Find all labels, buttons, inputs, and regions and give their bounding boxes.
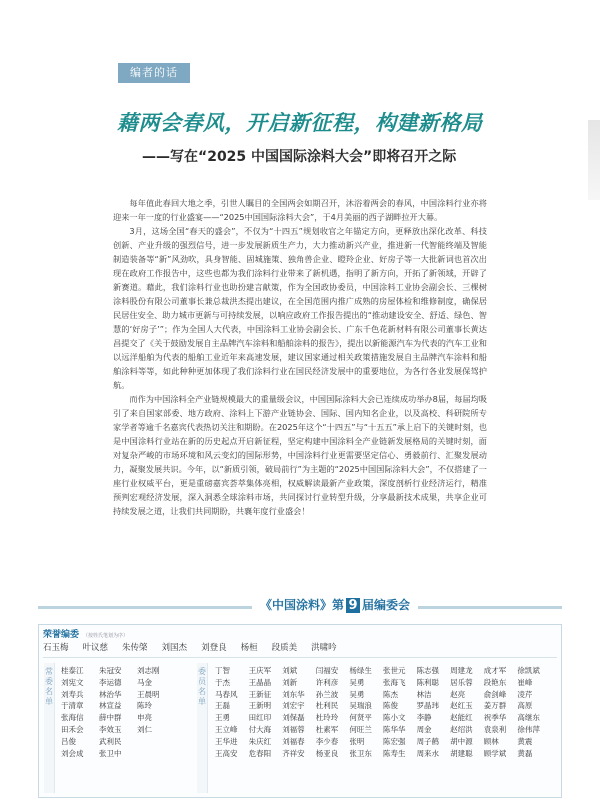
committee-member-name: 周建龙: [450, 666, 473, 675]
divider: [43, 657, 557, 658]
honorary-member-name: 洪啸吟: [311, 643, 337, 653]
page-edge-decoration: [588, 120, 600, 200]
standing-member-name: 朱冠安: [99, 666, 122, 675]
honorary-members: [43, 641, 443, 653]
member-label: 委员名单: [197, 663, 208, 793]
committee-member-name: 王晶晶: [248, 677, 272, 687]
standing-label: 常委名单: [44, 663, 55, 793]
standing-member-name: [137, 736, 175, 748]
standing-member-name: 刘仁: [137, 724, 152, 734]
committee-member-name: 周来水: [416, 748, 440, 758]
committee-member-name: 周金: [416, 724, 432, 734]
committee-member-name: 陈俊: [382, 701, 398, 711]
committee-member-name: 祝季华: [483, 713, 507, 723]
standing-member-name: 申亮: [137, 713, 152, 723]
committee-member-name: 何旺兰: [349, 724, 372, 734]
article-subtitle: ——写在“2025 中国国际涂料大会”即将召开之际: [142, 149, 457, 165]
committee-member-name: 顾学斌: [483, 748, 507, 758]
committee-member-name: 杜利民: [315, 701, 339, 711]
committee-member-name: 袁泉利: [483, 724, 507, 734]
committee-member-name: 陈志强: [416, 666, 440, 675]
standing-member-name: 武利民: [99, 736, 122, 746]
committee-member-name: 陈宏强: [382, 736, 406, 746]
committee-member-name: 黄磊: [517, 748, 533, 758]
standing-member-name: 桂泰江: [61, 666, 84, 675]
standing-member-name: 王晨明: [137, 689, 160, 699]
committee-member-name: 张海飞: [382, 677, 406, 687]
committee-member-name: 周子鹤: [416, 736, 440, 746]
standing-member-name: 李效玉: [99, 724, 122, 734]
honorary-member-name: 石玉梅: [43, 643, 69, 653]
standing-member-name: 张海信: [61, 713, 84, 723]
standing-member-name: 薛中群: [99, 713, 122, 723]
committee-member-name: 胡中源: [450, 736, 473, 746]
paragraph-3: 而作为中国涂料全产业链规模最大的重量级会议，中国国际涂料大会已连续成功举办8届，每届均吸引了来自国家部委、地方政府、涂料上下游产业链协会、国际、国内知名企业，以及高校、科研院所专家学者等逾千名嘉宾代表热切关注和期盼。在2025年这个“十四五”与“十五五”承上启下的关键时刻，也是中国涂料行业站在新的历史起点开启新征程，坚定构建中国涂料全产业链新发展格局的关键时刻，面对复杂严峻的市场环境和风云变幻的国际形势，中国涂料行业更需要坚定信心、勇毅前行、汇聚发展动力，凝聚发展共识。今年，以“新质引领，破局前行”为主题的“2025中国国际涂料大会”，不仅搭建了一座行业权威平台，更是重磅嘉宾荟萃集体亮相，权威解读最新产业政策，深度剖析行业经济运行，精准预判宏观经济发展，深入洞悉全球涂料市场，共同探讨行业转型升级，分享最新技术成果，共享企业可持续发展之道，让我们共同期盼，共襄年度行业盛会！: [113, 394, 487, 516]
committee-member-name: 王立峰: [215, 724, 238, 734]
standing-member-name: 张卫中: [99, 748, 122, 758]
committee-member-name: 成才军: [483, 666, 507, 675]
committee-member-name: 李静: [416, 713, 432, 723]
committee-member-name: 徐凯斌: [517, 666, 540, 675]
committee-header: [38, 589, 562, 625]
committee-member-name: 刘保磊: [282, 713, 305, 723]
standing-member-name: 陈玲: [137, 701, 152, 711]
article-title: 藉两会春风，开启新征程，构建新格局: [117, 111, 483, 135]
committee-member-name: 刘新: [282, 677, 298, 687]
committee-member-name: 赵亮: [450, 689, 466, 699]
committee-member-name: 刘东华: [282, 689, 305, 699]
committee-member-name: 张明: [349, 736, 365, 746]
committee-member-name: 危春阳: [248, 748, 272, 758]
standing-member-name: 刘宪文: [61, 677, 84, 687]
committee-member-name: 罗晶玮: [416, 701, 440, 711]
committee-member-name: 居乐蓉: [450, 677, 473, 687]
standing-members: [61, 665, 175, 759]
committee-member-name: 陈杰: [382, 689, 398, 699]
committee-member-name: 胡建聪: [450, 748, 473, 758]
honorary-member-name: 杨桓: [240, 643, 258, 653]
committee-member-name: 姜万群: [483, 701, 507, 711]
committee-member-name: 崔峰: [517, 677, 533, 687]
honorary-member-name: 段质美: [271, 643, 298, 653]
committee-member-name: 王新征: [248, 689, 272, 699]
standing-member-name: 马金: [137, 677, 152, 687]
committee-member-name: 高原: [517, 701, 533, 711]
committee-member-name: 张世元: [382, 666, 406, 675]
paragraph-2: 3月，这场全国“春天的盛会”，不仅为“十四五”规划收官之年锚定方向，更释放出深化改革、科技创新、产业升级的强烈信号，进一步发展新质生产力，大力推动新兴产业，推进新一代智能终端及智能制造装备等“新”风劲吹，具身智能、固城施策、独角兽企业、瞪羚企业、好房子等一大批新词也首次出现在政府工作报告中，这些也都为我们涂料行业带来了新机遇，指明了新方向，开拓了新领域，开辟了新赛道。藉此，我们涂料行业也助扮建言献策，作为全国政协委员，中国涂料工业协会副会长、三棵树涂料股份有限公司董事长兼总裁洪杰提出建议，在全国范围内推广成熟的房屋体检和维修制度，确保居民居住安全、助力城市更新与可持续发展，以响应政府工作报告提出的“推动建设安全、舒适、绿色、智慧的‘好房子’”；作为全国人大代表，中国涂料工业协会副会长、广东千色花新材料有限公司董事长黄达昌提交了《关于鼓励发展自主品牌汽车涂料和船舶涂料的报告》，提出以新能源汽车为代表的汽车工业和以远洋船舶为代表的船舶工业近年来高速发展，建议国家通过相关政策措施发展自主品牌汽车涂料和船舶涂料等等，如此种种更加体现了我们涂料行业在国民经济发展中的重要地位，为各行各业发展保驾护航。: [113, 226, 487, 390]
committee-member-name: 吴勇: [349, 677, 365, 687]
standing-member-name: 刘会成: [61, 748, 84, 758]
committee-member-name: 林洁: [416, 689, 432, 699]
committee-member-name: 王华进: [215, 736, 238, 746]
committee-member-name: 陈利聪: [416, 677, 440, 687]
committee-member-name: 王磊: [215, 701, 230, 711]
standing-member-name: 李运德: [99, 677, 122, 687]
committee-member-name: 陈寿生: [382, 748, 406, 758]
standing-member-name: 刘志刚: [137, 666, 160, 675]
committee-member-name: 刘福蓉: [282, 724, 305, 734]
column-tag: 编者的话: [118, 63, 190, 83]
honorary-heading: 荣誉编委 （按姓氏笔划为序）: [43, 630, 129, 640]
committee-member-name: 杨亚良: [315, 748, 339, 758]
committee-member-name: 俞剑峰: [483, 689, 507, 699]
committee-member-name: 杨绿生: [349, 666, 372, 675]
committee-member-name: 赵绍洪: [450, 724, 473, 734]
committee-member-name: 闫福安: [315, 666, 339, 675]
committee-member-name: 许利彦: [315, 677, 339, 687]
committee-member-name: 段艳东: [483, 677, 507, 687]
standing-member-name: 田禾会: [61, 724, 84, 734]
committee-member-name: 吴瑞浪: [349, 701, 372, 711]
paragraph-1: 每年值此春回大地之季，引世人瞩目的全国两会如期召开，沐浴着两会的春风，中国涂料行业亦将迎来一年一度的行业盛宴——“2025中国国际涂料大会”，于4月美丽的西子湖畔拉开大幕。: [113, 198, 487, 222]
committee-member-name: 何贤平: [349, 713, 372, 723]
committee-member-name: 杜玲玲: [315, 713, 339, 723]
standing-member-name: 林治华: [99, 689, 122, 699]
committee-member-name: 张卫东: [349, 748, 372, 758]
committee-member-name: 马春风: [215, 689, 238, 699]
standing-member-name: 吕俊: [61, 736, 76, 746]
committee-members: [215, 665, 551, 759]
committee-member-name: 朱庆红: [248, 736, 272, 746]
standing-member-name: 林宣益: [99, 701, 122, 711]
committee-member-name: 徐伟萍: [517, 724, 540, 734]
committee-member-name: 付大海: [248, 724, 272, 734]
honorary-member-name: 叶议慈: [82, 643, 109, 653]
committee-member-name: 高继东: [517, 713, 540, 723]
committee-member-name: 齐祥安: [282, 748, 305, 758]
committee-member-name: 杜素军: [315, 724, 339, 734]
committee-member-name: 赵能红: [450, 713, 473, 723]
honorary-member-name: 刘国杰: [161, 643, 188, 653]
committee-member-name: 顾林: [483, 736, 499, 746]
committee-member-name: 刘斌: [282, 666, 298, 675]
committee-member-name: 田红印: [248, 713, 272, 723]
standing-member-name: 刘寿兵: [61, 689, 84, 699]
committee-member-name: 丁智: [215, 666, 230, 675]
standing-member-name: [137, 748, 175, 760]
committee-member-name: 王庆军: [248, 666, 272, 675]
article-body: [113, 196, 487, 518]
committee-member-name: 李少春: [315, 736, 339, 746]
standing-member-name: 于清章: [61, 701, 84, 711]
committee-member-name: 孙兰波: [315, 689, 339, 699]
committee-member-name: 黄震: [517, 736, 533, 746]
committee-member-name: 吴勇: [349, 689, 365, 699]
committee-box: [38, 624, 562, 798]
committee-member-name: 王高安: [215, 748, 238, 758]
committee-title: 《中国涂料》第 9 届编委会: [252, 596, 418, 613]
committee-member-name: 凌芹: [517, 689, 533, 699]
committee-member-name: 王勇: [215, 713, 230, 723]
committee-number: 9: [346, 598, 360, 613]
committee-member-name: 王新明: [248, 701, 272, 711]
honorary-member-name: 刘登良: [201, 643, 227, 653]
committee-member-name: 陈华华: [382, 724, 406, 734]
committee-member-name: 刘宏宇: [282, 701, 305, 711]
committee-member-name: 陈小文: [382, 713, 406, 723]
committee-member-name: 于杰: [215, 677, 230, 687]
honorary-member-name: 朱传棨: [122, 643, 148, 653]
committee-member-name: 赵红玉: [450, 701, 473, 711]
committee-member-name: 刘福春: [282, 736, 305, 746]
